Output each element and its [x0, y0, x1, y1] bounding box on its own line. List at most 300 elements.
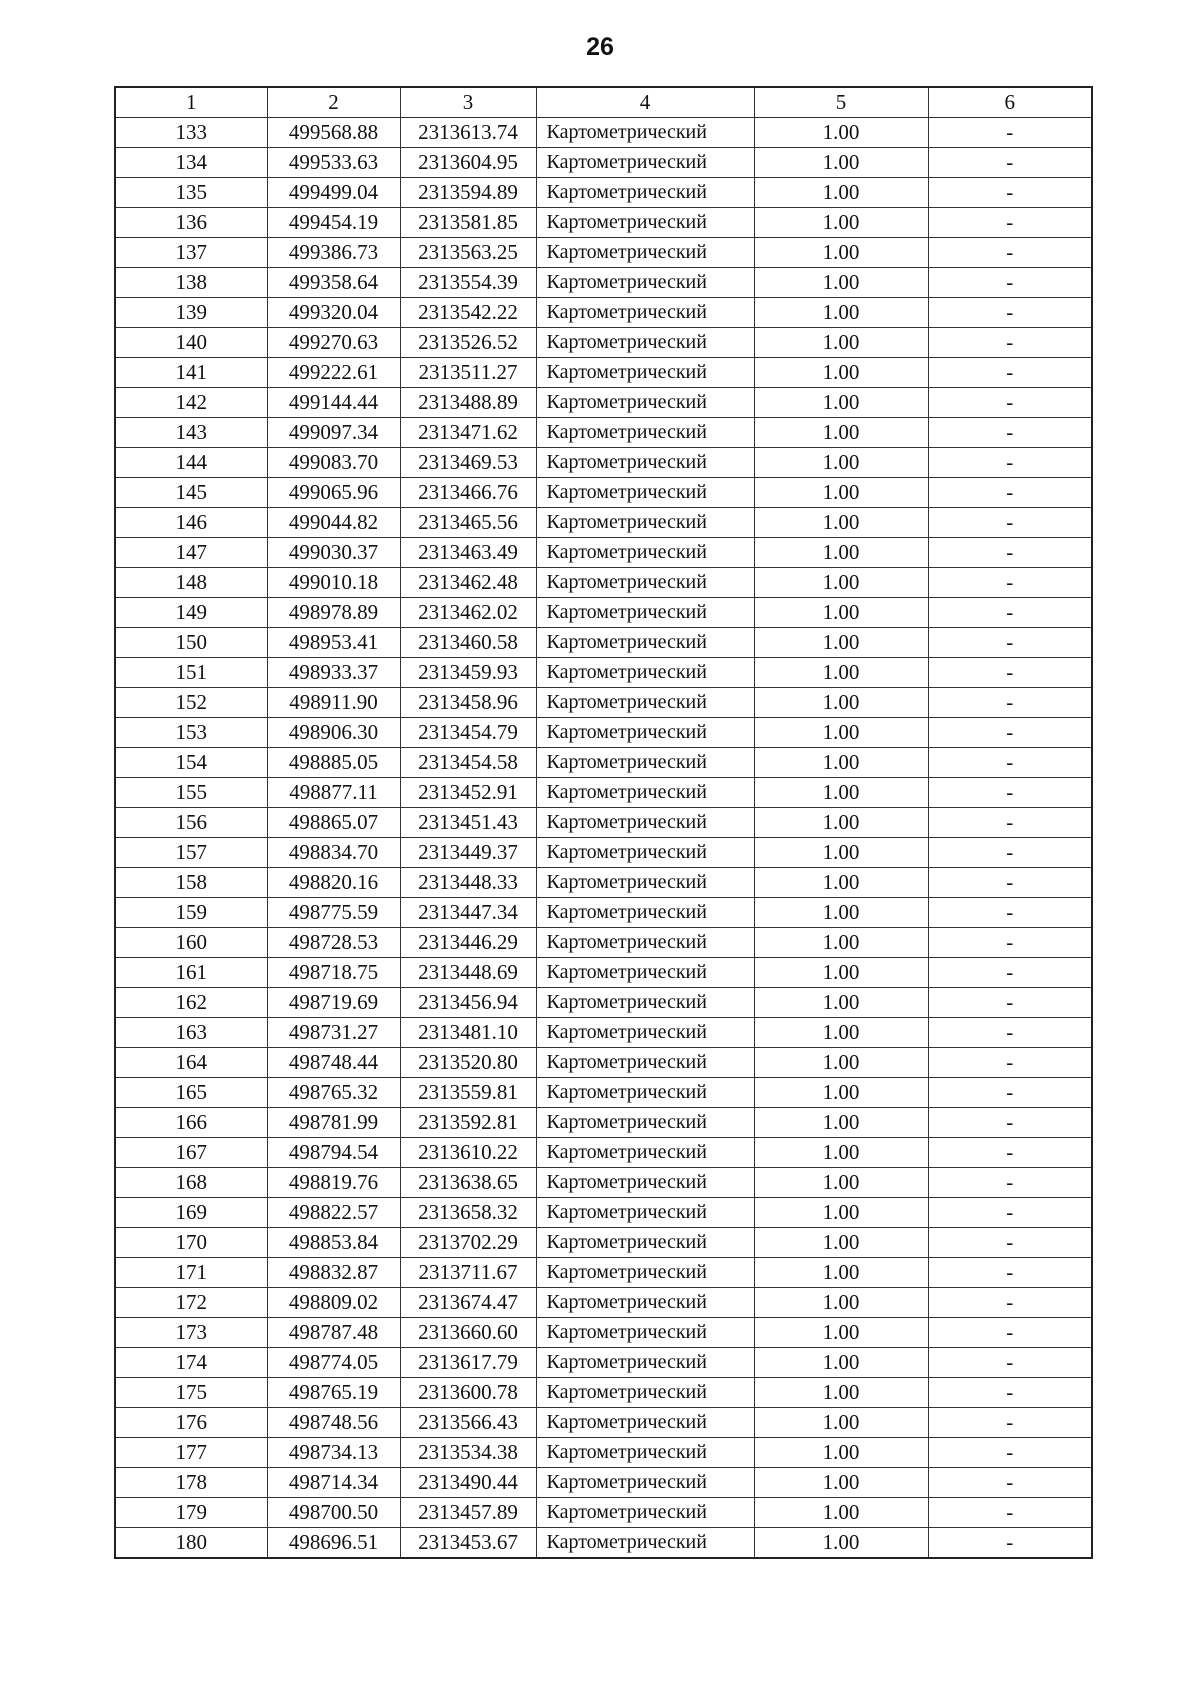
- table-row: [115, 238, 1092, 268]
- y-coordinate-cell: 2313469.53: [400, 448, 536, 478]
- x-coordinate-cell: 499386.73: [267, 238, 400, 268]
- table-row: [115, 868, 1092, 898]
- point-number-cell: 168: [115, 1168, 267, 1198]
- accuracy-cell: 1.00: [754, 1108, 928, 1138]
- point-number-cell: 147: [115, 538, 267, 568]
- y-coordinate-cell: 2313658.32: [400, 1198, 536, 1228]
- description-cell: -: [928, 1378, 1092, 1408]
- point-number-cell: 150: [115, 628, 267, 658]
- table-row: [115, 418, 1092, 448]
- method-cell: Картометрический: [536, 778, 754, 808]
- accuracy-cell: 1.00: [754, 1228, 928, 1258]
- method-cell: Картометрический: [536, 208, 754, 238]
- accuracy-cell: 1.00: [754, 868, 928, 898]
- method-cell: Картометрический: [536, 808, 754, 838]
- column-header-6: 6: [928, 87, 1092, 118]
- table-row: [115, 328, 1092, 358]
- y-coordinate-cell: 2313446.29: [400, 928, 536, 958]
- column-header-1: 1: [115, 87, 267, 118]
- point-number-cell: 141: [115, 358, 267, 388]
- method-cell: Картометрический: [536, 1258, 754, 1288]
- accuracy-cell: 1.00: [754, 688, 928, 718]
- x-coordinate-cell: 498714.34: [267, 1468, 400, 1498]
- description-cell: -: [928, 1468, 1092, 1498]
- table-row: [115, 988, 1092, 1018]
- x-coordinate-cell: 498765.19: [267, 1378, 400, 1408]
- accuracy-cell: 1.00: [754, 718, 928, 748]
- point-number-cell: 170: [115, 1228, 267, 1258]
- x-coordinate-cell: 499010.18: [267, 568, 400, 598]
- accuracy-cell: 1.00: [754, 508, 928, 538]
- point-number-cell: 142: [115, 388, 267, 418]
- method-cell: Картометрический: [536, 1498, 754, 1528]
- table-row: [115, 178, 1092, 208]
- table-row: [115, 1048, 1092, 1078]
- accuracy-cell: 1.00: [754, 1258, 928, 1288]
- y-coordinate-cell: 2313449.37: [400, 838, 536, 868]
- table-row: [115, 778, 1092, 808]
- x-coordinate-cell: 499097.34: [267, 418, 400, 448]
- method-cell: Картометрический: [536, 1288, 754, 1318]
- method-cell: Картометрический: [536, 358, 754, 388]
- y-coordinate-cell: 2313458.96: [400, 688, 536, 718]
- y-coordinate-cell: 2313702.29: [400, 1228, 536, 1258]
- description-cell: -: [928, 898, 1092, 928]
- description-cell: -: [928, 508, 1092, 538]
- y-coordinate-cell: 2313674.47: [400, 1288, 536, 1318]
- accuracy-cell: 1.00: [754, 1018, 928, 1048]
- description-cell: -: [928, 418, 1092, 448]
- accuracy-cell: 1.00: [754, 838, 928, 868]
- accuracy-cell: 1.00: [754, 478, 928, 508]
- x-coordinate-cell: 498748.56: [267, 1408, 400, 1438]
- table-row: [115, 958, 1092, 988]
- accuracy-cell: 1.00: [754, 1318, 928, 1348]
- method-cell: Картометрический: [536, 1438, 754, 1468]
- x-coordinate-cell: 498794.54: [267, 1138, 400, 1168]
- method-cell: Картометрический: [536, 1318, 754, 1348]
- point-number-cell: 167: [115, 1138, 267, 1168]
- table-row: [115, 1258, 1092, 1288]
- page-number: 26: [586, 33, 614, 61]
- description-cell: -: [928, 1198, 1092, 1228]
- description-cell: -: [928, 958, 1092, 988]
- y-coordinate-cell: 2313554.39: [400, 268, 536, 298]
- description-cell: -: [928, 1078, 1092, 1108]
- y-coordinate-cell: 2313617.79: [400, 1348, 536, 1378]
- accuracy-cell: 1.00: [754, 1168, 928, 1198]
- point-number-cell: 177: [115, 1438, 267, 1468]
- method-cell: Картометрический: [536, 1348, 754, 1378]
- description-cell: -: [928, 268, 1092, 298]
- x-coordinate-cell: 498718.75: [267, 958, 400, 988]
- table-row: [115, 1228, 1092, 1258]
- accuracy-cell: 1.00: [754, 658, 928, 688]
- y-coordinate-cell: 2313466.76: [400, 478, 536, 508]
- description-cell: -: [928, 868, 1092, 898]
- x-coordinate-cell: 498820.16: [267, 868, 400, 898]
- method-cell: Картометрический: [536, 1468, 754, 1498]
- table-row: [115, 1108, 1092, 1138]
- method-cell: Картометрический: [536, 988, 754, 1018]
- y-coordinate-cell: 2313638.65: [400, 1168, 536, 1198]
- x-coordinate-cell: 499533.63: [267, 148, 400, 178]
- description-cell: -: [928, 1018, 1092, 1048]
- y-coordinate-cell: 2313534.38: [400, 1438, 536, 1468]
- y-coordinate-cell: 2313488.89: [400, 388, 536, 418]
- table-row: [115, 1498, 1092, 1528]
- y-coordinate-cell: 2313511.27: [400, 358, 536, 388]
- method-cell: Картометрический: [536, 148, 754, 178]
- accuracy-cell: 1.00: [754, 358, 928, 388]
- y-coordinate-cell: 2313520.80: [400, 1048, 536, 1078]
- point-number-cell: 146: [115, 508, 267, 538]
- accuracy-cell: 1.00: [754, 778, 928, 808]
- description-cell: -: [928, 1438, 1092, 1468]
- method-cell: Картометрический: [536, 838, 754, 868]
- y-coordinate-cell: 2313711.67: [400, 1258, 536, 1288]
- point-number-cell: 151: [115, 658, 267, 688]
- method-cell: Картометрический: [536, 1228, 754, 1258]
- y-coordinate-cell: 2313460.58: [400, 628, 536, 658]
- point-number-cell: 136: [115, 208, 267, 238]
- x-coordinate-cell: 499454.19: [267, 208, 400, 238]
- table-row: [115, 538, 1092, 568]
- method-cell: Картометрический: [536, 1138, 754, 1168]
- accuracy-cell: 1.00: [754, 1048, 928, 1078]
- x-coordinate-cell: 499083.70: [267, 448, 400, 478]
- point-number-cell: 135: [115, 178, 267, 208]
- table-row: [115, 658, 1092, 688]
- point-number-cell: 173: [115, 1318, 267, 1348]
- method-cell: Картометрический: [536, 658, 754, 688]
- table-row: [115, 1018, 1092, 1048]
- accuracy-cell: 1.00: [754, 388, 928, 418]
- method-cell: Картометрический: [536, 1108, 754, 1138]
- method-cell: Картометрический: [536, 118, 754, 148]
- point-number-cell: 179: [115, 1498, 267, 1528]
- table-row: [115, 208, 1092, 238]
- point-number-cell: 139: [115, 298, 267, 328]
- method-cell: Картометрический: [536, 418, 754, 448]
- x-coordinate-cell: 498696.51: [267, 1528, 400, 1559]
- accuracy-cell: 1.00: [754, 1378, 928, 1408]
- accuracy-cell: 1.00: [754, 1528, 928, 1559]
- point-number-cell: 140: [115, 328, 267, 358]
- table-row: [115, 718, 1092, 748]
- accuracy-cell: 1.00: [754, 538, 928, 568]
- point-number-cell: 175: [115, 1378, 267, 1408]
- table-row: [115, 628, 1092, 658]
- accuracy-cell: 1.00: [754, 1198, 928, 1228]
- accuracy-cell: 1.00: [754, 1498, 928, 1528]
- table-row: [115, 808, 1092, 838]
- y-coordinate-cell: 2313462.02: [400, 598, 536, 628]
- point-number-cell: 152: [115, 688, 267, 718]
- point-number-cell: 166: [115, 1108, 267, 1138]
- accuracy-cell: 1.00: [754, 448, 928, 478]
- y-coordinate-cell: 2313490.44: [400, 1468, 536, 1498]
- point-number-cell: 164: [115, 1048, 267, 1078]
- point-number-cell: 144: [115, 448, 267, 478]
- y-coordinate-cell: 2313481.10: [400, 1018, 536, 1048]
- x-coordinate-cell: 498832.87: [267, 1258, 400, 1288]
- point-number-cell: 153: [115, 718, 267, 748]
- description-cell: -: [928, 568, 1092, 598]
- table-row: [115, 1318, 1092, 1348]
- description-cell: -: [928, 1048, 1092, 1078]
- method-cell: Картометрический: [536, 538, 754, 568]
- x-coordinate-cell: 498719.69: [267, 988, 400, 1018]
- table-row: [115, 1078, 1092, 1108]
- description-cell: -: [928, 688, 1092, 718]
- point-number-cell: 143: [115, 418, 267, 448]
- table-row: [115, 268, 1092, 298]
- table-row: [115, 1348, 1092, 1378]
- x-coordinate-cell: 499144.44: [267, 388, 400, 418]
- table-row: [115, 478, 1092, 508]
- table-header-row: [115, 87, 1092, 118]
- y-coordinate-cell: 2313592.81: [400, 1108, 536, 1138]
- y-coordinate-cell: 2313454.79: [400, 718, 536, 748]
- table-row: [115, 508, 1092, 538]
- x-coordinate-cell: 498906.30: [267, 718, 400, 748]
- description-cell: -: [928, 1318, 1092, 1348]
- x-coordinate-cell: 498834.70: [267, 838, 400, 868]
- column-header-5: 5: [754, 87, 928, 118]
- point-number-cell: 148: [115, 568, 267, 598]
- x-coordinate-cell: 499320.04: [267, 298, 400, 328]
- table-row: [115, 1408, 1092, 1438]
- accuracy-cell: 1.00: [754, 598, 928, 628]
- table-row: [115, 1138, 1092, 1168]
- table-row: [115, 1378, 1092, 1408]
- accuracy-cell: 1.00: [754, 148, 928, 178]
- accuracy-cell: 1.00: [754, 178, 928, 208]
- description-cell: -: [928, 838, 1092, 868]
- x-coordinate-cell: 498787.48: [267, 1318, 400, 1348]
- accuracy-cell: 1.00: [754, 628, 928, 658]
- y-coordinate-cell: 2313452.91: [400, 778, 536, 808]
- x-coordinate-cell: 498775.59: [267, 898, 400, 928]
- column-header-3: 3: [400, 87, 536, 118]
- y-coordinate-cell: 2313471.62: [400, 418, 536, 448]
- method-cell: Картометрический: [536, 1018, 754, 1048]
- method-cell: Картометрический: [536, 748, 754, 778]
- table-row: [115, 748, 1092, 778]
- table-row: [115, 448, 1092, 478]
- x-coordinate-cell: 499568.88: [267, 118, 400, 148]
- point-number-cell: 162: [115, 988, 267, 1018]
- method-cell: Картометрический: [536, 478, 754, 508]
- accuracy-cell: 1.00: [754, 928, 928, 958]
- accuracy-cell: 1.00: [754, 1408, 928, 1438]
- description-cell: -: [928, 1348, 1092, 1378]
- x-coordinate-cell: 498933.37: [267, 658, 400, 688]
- y-coordinate-cell: 2313594.89: [400, 178, 536, 208]
- table-row: [115, 1468, 1092, 1498]
- table-row: [115, 1168, 1092, 1198]
- table-row: [115, 358, 1092, 388]
- x-coordinate-cell: 498734.13: [267, 1438, 400, 1468]
- description-cell: -: [928, 1288, 1092, 1318]
- table-row: [115, 928, 1092, 958]
- description-cell: -: [928, 1168, 1092, 1198]
- y-coordinate-cell: 2313604.95: [400, 148, 536, 178]
- x-coordinate-cell: 498911.90: [267, 688, 400, 718]
- method-cell: Картометрический: [536, 628, 754, 658]
- accuracy-cell: 1.00: [754, 1078, 928, 1108]
- point-number-cell: 171: [115, 1258, 267, 1288]
- y-coordinate-cell: 2313448.69: [400, 958, 536, 988]
- description-cell: -: [928, 928, 1092, 958]
- coordinates-table: [114, 86, 1093, 1559]
- point-number-cell: 176: [115, 1408, 267, 1438]
- method-cell: Картометрический: [536, 298, 754, 328]
- method-cell: Картометрический: [536, 598, 754, 628]
- description-cell: -: [928, 328, 1092, 358]
- column-header-4: 4: [536, 87, 754, 118]
- method-cell: Картометрический: [536, 688, 754, 718]
- description-cell: -: [928, 298, 1092, 328]
- x-coordinate-cell: 498877.11: [267, 778, 400, 808]
- point-number-cell: 137: [115, 238, 267, 268]
- description-cell: -: [928, 1528, 1092, 1559]
- method-cell: Картометрический: [536, 718, 754, 748]
- point-number-cell: 178: [115, 1468, 267, 1498]
- description-cell: -: [928, 988, 1092, 1018]
- description-cell: -: [928, 1228, 1092, 1258]
- point-number-cell: 138: [115, 268, 267, 298]
- point-number-cell: 160: [115, 928, 267, 958]
- accuracy-cell: 1.00: [754, 118, 928, 148]
- description-cell: -: [928, 778, 1092, 808]
- point-number-cell: 133: [115, 118, 267, 148]
- point-number-cell: 165: [115, 1078, 267, 1108]
- y-coordinate-cell: 2313448.33: [400, 868, 536, 898]
- y-coordinate-cell: 2313462.48: [400, 568, 536, 598]
- y-coordinate-cell: 2313660.60: [400, 1318, 536, 1348]
- x-coordinate-cell: 498774.05: [267, 1348, 400, 1378]
- method-cell: Картометрический: [536, 448, 754, 478]
- accuracy-cell: 1.00: [754, 328, 928, 358]
- method-cell: Картометрический: [536, 1528, 754, 1559]
- accuracy-cell: 1.00: [754, 898, 928, 928]
- y-coordinate-cell: 2313457.89: [400, 1498, 536, 1528]
- description-cell: -: [928, 808, 1092, 838]
- x-coordinate-cell: 498865.07: [267, 808, 400, 838]
- point-number-cell: 134: [115, 148, 267, 178]
- point-number-cell: 158: [115, 868, 267, 898]
- accuracy-cell: 1.00: [754, 238, 928, 268]
- method-cell: Картометрический: [536, 508, 754, 538]
- point-number-cell: 161: [115, 958, 267, 988]
- point-number-cell: 156: [115, 808, 267, 838]
- point-number-cell: 172: [115, 1288, 267, 1318]
- x-coordinate-cell: 499065.96: [267, 478, 400, 508]
- column-header-2: 2: [267, 87, 400, 118]
- x-coordinate-cell: 499044.82: [267, 508, 400, 538]
- x-coordinate-cell: 499222.61: [267, 358, 400, 388]
- y-coordinate-cell: 2313566.43: [400, 1408, 536, 1438]
- method-cell: Картометрический: [536, 1168, 754, 1198]
- method-cell: Картометрический: [536, 268, 754, 298]
- x-coordinate-cell: 498731.27: [267, 1018, 400, 1048]
- x-coordinate-cell: 499270.63: [267, 328, 400, 358]
- table-row: [115, 1198, 1092, 1228]
- description-cell: -: [928, 448, 1092, 478]
- description-cell: -: [928, 538, 1092, 568]
- y-coordinate-cell: 2313459.93: [400, 658, 536, 688]
- x-coordinate-cell: 498853.84: [267, 1228, 400, 1258]
- accuracy-cell: 1.00: [754, 748, 928, 778]
- accuracy-cell: 1.00: [754, 958, 928, 988]
- method-cell: Картометрический: [536, 868, 754, 898]
- method-cell: Картометрический: [536, 328, 754, 358]
- method-cell: Картометрический: [536, 178, 754, 208]
- accuracy-cell: 1.00: [754, 1288, 928, 1318]
- description-cell: -: [928, 658, 1092, 688]
- table-body: [115, 118, 1092, 1559]
- y-coordinate-cell: 2313581.85: [400, 208, 536, 238]
- method-cell: Картометрический: [536, 898, 754, 928]
- y-coordinate-cell: 2313613.74: [400, 118, 536, 148]
- point-number-cell: 180: [115, 1528, 267, 1559]
- accuracy-cell: 1.00: [754, 418, 928, 448]
- accuracy-cell: 1.00: [754, 268, 928, 298]
- description-cell: -: [928, 148, 1092, 178]
- accuracy-cell: 1.00: [754, 298, 928, 328]
- x-coordinate-cell: 499499.04: [267, 178, 400, 208]
- method-cell: Картометрический: [536, 1408, 754, 1438]
- accuracy-cell: 1.00: [754, 808, 928, 838]
- point-number-cell: 157: [115, 838, 267, 868]
- y-coordinate-cell: 2313610.22: [400, 1138, 536, 1168]
- point-number-cell: 145: [115, 478, 267, 508]
- accuracy-cell: 1.00: [754, 1468, 928, 1498]
- description-cell: -: [928, 748, 1092, 778]
- point-number-cell: 169: [115, 1198, 267, 1228]
- y-coordinate-cell: 2313559.81: [400, 1078, 536, 1108]
- point-number-cell: 155: [115, 778, 267, 808]
- x-coordinate-cell: 498700.50: [267, 1498, 400, 1528]
- description-cell: -: [928, 1108, 1092, 1138]
- method-cell: Картометрический: [536, 1378, 754, 1408]
- table-row: [115, 118, 1092, 148]
- description-cell: -: [928, 178, 1092, 208]
- accuracy-cell: 1.00: [754, 988, 928, 1018]
- point-number-cell: 154: [115, 748, 267, 778]
- y-coordinate-cell: 2313456.94: [400, 988, 536, 1018]
- point-number-cell: 149: [115, 598, 267, 628]
- y-coordinate-cell: 2313542.22: [400, 298, 536, 328]
- x-coordinate-cell: 498809.02: [267, 1288, 400, 1318]
- description-cell: -: [928, 358, 1092, 388]
- accuracy-cell: 1.00: [754, 1438, 928, 1468]
- table-row: [115, 568, 1092, 598]
- y-coordinate-cell: 2313451.43: [400, 808, 536, 838]
- accuracy-cell: 1.00: [754, 208, 928, 238]
- description-cell: -: [928, 1408, 1092, 1438]
- table-row: [115, 898, 1092, 928]
- x-coordinate-cell: 498728.53: [267, 928, 400, 958]
- x-coordinate-cell: 498819.76: [267, 1168, 400, 1198]
- table-row: [115, 298, 1092, 328]
- method-cell: Картометрический: [536, 1048, 754, 1078]
- x-coordinate-cell: 499358.64: [267, 268, 400, 298]
- table-row: [115, 688, 1092, 718]
- description-cell: -: [928, 208, 1092, 238]
